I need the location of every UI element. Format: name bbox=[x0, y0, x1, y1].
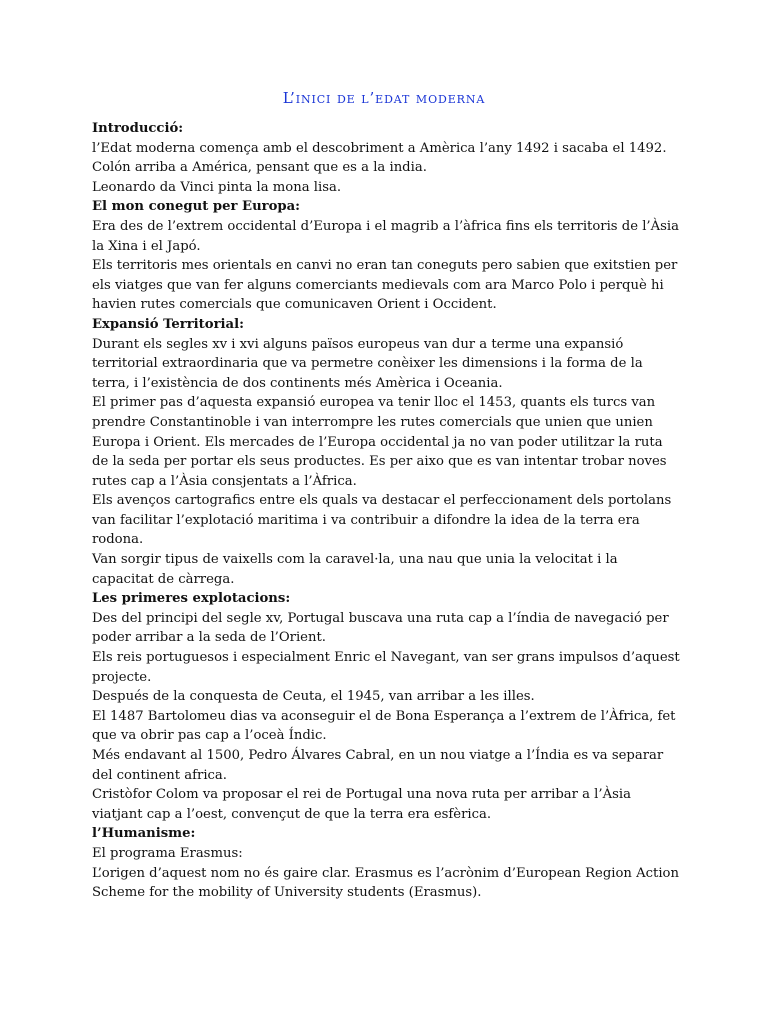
paragraph: Después de la conquesta de Ceuta, el 1945, van arribar a les illes. bbox=[92, 689, 535, 705]
paragraph: El primer pas d’aquesta expansió europea va tenir lloc el 1453, quants els turcs van prendre Constantinoble i van interrompre les rutes comercials que unien que unien Europa i Orient. Els mercades de l’Europa occidental ja no van poder utilitzar la ruta de la seda per portar els seus productes. Es per aixo que es van intentar trobar noves rutes cap a l’Àsia consjentats a l’Àfrica. bbox=[92, 395, 667, 489]
paragraph: Més endavant al 1500, Pedro Álvares Cabral, en un nou viatge a l’Índia es va separar del continent africa. bbox=[92, 748, 664, 783]
paragraph: El programa Erasmus: bbox=[92, 845, 243, 861]
section-heading-humanisme: l’Humanisme: bbox=[92, 826, 196, 842]
paragraph: Els avenços cartografics entre els quals va destacar el perfeccionament dels portolans van facilitar l’explotació maritima i va contribuir a difondre la idea de la terra era rodona. bbox=[92, 493, 672, 548]
paragraph: Cristòfor Colom va proposar el rei de Portugal una nova ruta per arribar a l’Àsia viatjant cap a l’oest, convençut de que la terra era esfèrica. bbox=[92, 787, 631, 822]
section-heading-mon-conegut: El mon conegut per Europa: bbox=[92, 199, 301, 215]
paragraph: Leonardo da Vinci pinta la mona lisa. bbox=[92, 179, 342, 195]
paragraph: El 1487 Bartolomeu dias va aconseguir el de Bona Esperança a l’extrem de l’Àfrica, fet que va obrir pas cap a l’oceà Índic. bbox=[92, 708, 676, 744]
document-body bbox=[92, 119, 682, 903]
paragraph: Durant els segles xv i xvi alguns països europeus van dur a terme una expansió territorial extraordinaria que va permetre conèixer les dimensions i la forma de la terra, i l’existència de dos continents més Amèrica i Oceania. bbox=[92, 336, 643, 391]
paragraph: l’Edat moderna comença amb el descobriment a Amèrica l’any 1492 i sacaba el 1492. bbox=[92, 140, 667, 156]
section-heading-expansio-territorial: Expansió Territorial: bbox=[92, 316, 244, 332]
section-heading-primeres-explotacions: Les primeres explotacions: bbox=[92, 591, 291, 607]
paragraph: Van sorgir tipus de vaixells com la caravel·la, una nau que unia la velocitat i la capacitat de càrrega. bbox=[92, 552, 618, 587]
section-heading-introduccio: Introducció: bbox=[92, 121, 184, 136]
page-title: L’inici de l’edat moderna bbox=[282, 89, 486, 107]
paragraph: Colón arriba a América, pensant que es a la india. bbox=[92, 160, 427, 176]
paragraph: Des del principi del segle xv, Portugal buscava una ruta cap a l’índia de navegació per poder arribar a la seda de l’Orient. bbox=[92, 610, 669, 646]
paragraph: Era des de l’extrem occidental d’Europa i el magrib a l’àfrica fins els territoris de l’Àsia la Xina i el Japó. bbox=[92, 218, 679, 254]
paragraph: L’origen d’aquest nom no és gaire clar. Erasmus es l’acrònim d’European Region Action Scheme for the mobility of University students (Erasmus). bbox=[92, 865, 679, 901]
paragraph: Els territoris mes orientals en canvi no eran tan coneguts pero sabien que exitstien per els viatges que van fer alguns comerciants medievals com ara Marco Polo i perquè hi havien rutes comercials que comunicaven Orient i Occident. bbox=[92, 258, 678, 313]
paragraph: Els reis portuguesos i especialment Enric el Navegant, van ser grans impulsos d’aquest projecte. bbox=[92, 650, 680, 685]
